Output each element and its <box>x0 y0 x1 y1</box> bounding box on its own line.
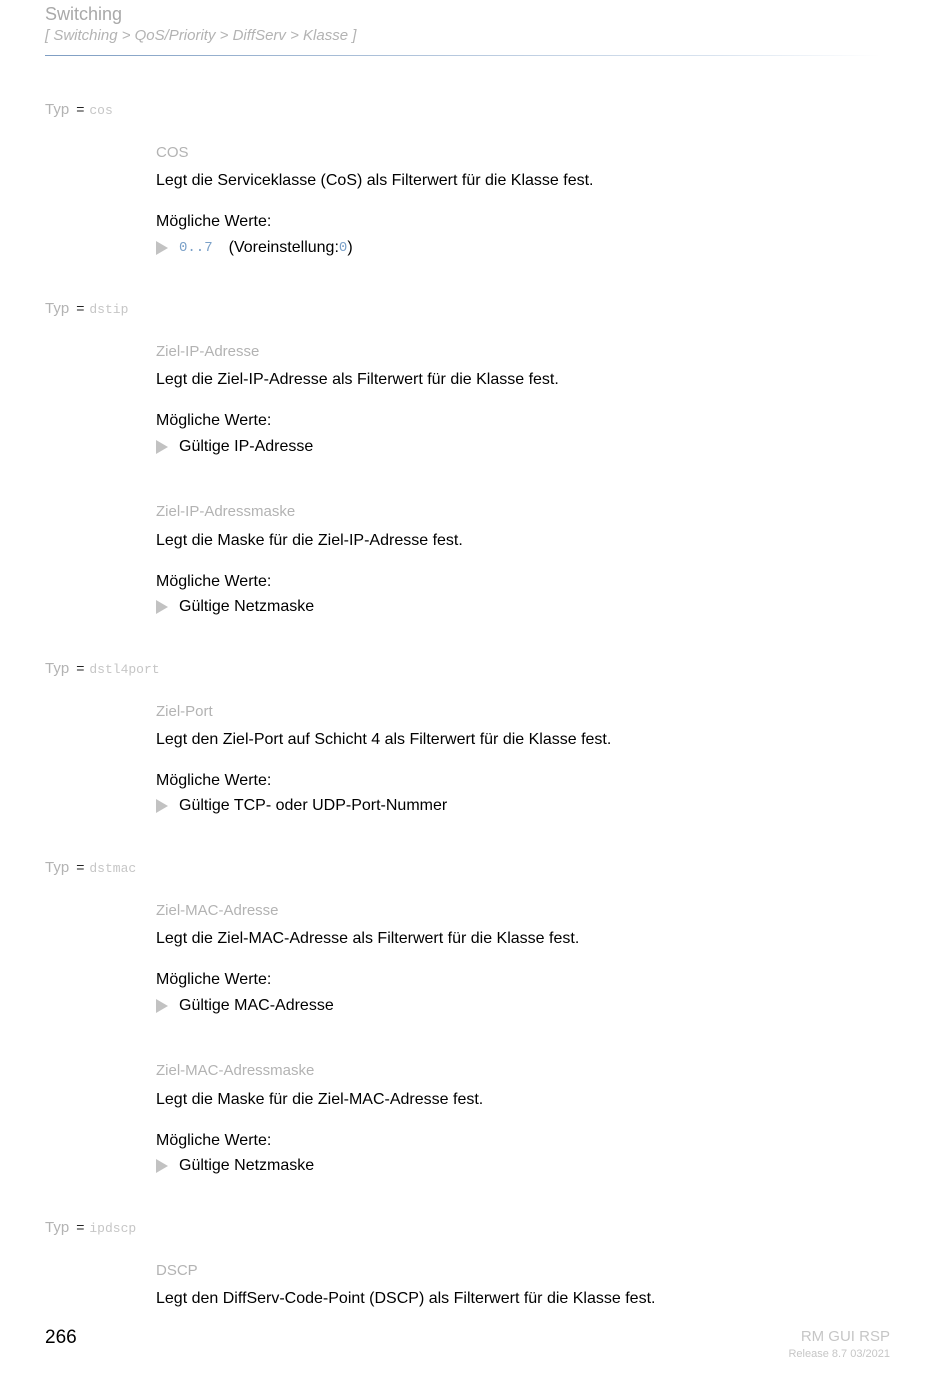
typ-value: dstip <box>89 302 129 317</box>
document-id: RM GUI RSP <box>800 1328 890 1345</box>
possible-values-heading: Mögliche Werte: <box>156 213 272 230</box>
field-label: Ziel-Port <box>156 703 213 720</box>
typ-value: dstmac <box>89 861 137 876</box>
field-description: Legt die Ziel-MAC-Adresse als Filterwert für die Klasse fest. <box>156 930 580 947</box>
bullet-triangle-icon <box>156 440 168 454</box>
typ-value: ipdscp <box>89 1221 137 1236</box>
field-description: Legt die Ziel-IP-Adresse als Filterwert für die Klasse fest. <box>156 371 559 388</box>
bullet-triangle-icon <box>156 600 168 614</box>
typ-value: dstl4port <box>89 662 160 677</box>
typ-label: Typ <box>45 101 70 118</box>
possible-value-text: Gültige TCP- oder UDP-Port-Nummer <box>179 797 448 814</box>
breadcrumb: [ Switching > QoS/Priority > DiffServ > Klasse ] <box>45 27 357 44</box>
possible-value-text: Gültige MAC-Adresse <box>179 997 334 1014</box>
possible-value-text: Gültige IP-Adresse <box>179 438 314 455</box>
equals-sign: = <box>76 1219 85 1235</box>
equals-sign: = <box>76 300 85 316</box>
field-description: Legt den Ziel-Port auf Schicht 4 als Filterwert für die Klasse fest. <box>156 731 612 748</box>
possible-value-item <box>156 997 334 1015</box>
field-label: Ziel-IP-Adressmaske <box>156 503 296 520</box>
page-header <box>45 4 356 44</box>
field-label: DSCP <box>156 1262 198 1279</box>
field-label: Ziel-IP-Adresse <box>156 343 260 360</box>
field-description: Legt die Maske für die Ziel-MAC-Adresse fest. <box>156 1091 484 1108</box>
page-number: 266 <box>45 1327 77 1348</box>
typ-value: cos <box>89 103 113 118</box>
field-description: Legt den DiffServ-Code-Point (DSCP) als Filterwert für die Klasse fest. <box>156 1290 656 1307</box>
field-description: Legt die Maske für die Ziel-IP-Adresse fest. <box>156 532 463 549</box>
typ-heading-cos <box>45 101 113 118</box>
default-prefix: (Voreinstellung: <box>228 239 339 256</box>
field-label: Ziel-MAC-Adressmaske <box>156 1062 315 1079</box>
bullet-triangle-icon <box>156 241 168 255</box>
chapter-title: Switching <box>45 4 123 24</box>
bullet-triangle-icon <box>156 1159 168 1173</box>
possible-values-heading: Mögliche Werte: <box>156 573 272 590</box>
bullet-triangle-icon <box>156 799 168 813</box>
possible-value-text: Gültige Netzmaske <box>179 1157 315 1174</box>
bullet-triangle-icon <box>156 999 168 1013</box>
typ-heading-dstl4port <box>45 660 160 677</box>
possible-value-item <box>156 239 353 257</box>
possible-value-item <box>156 797 447 815</box>
field-label: Ziel-MAC-Adresse <box>156 902 279 919</box>
release-info: Release 8.7 03/2021 <box>788 1348 890 1360</box>
possible-value-text: Gültige Netzmaske <box>179 598 315 615</box>
possible-value-item <box>156 438 313 456</box>
typ-heading-dstmac <box>45 859 136 876</box>
possible-values-heading: Mögliche Werte: <box>156 772 272 789</box>
possible-value-item <box>156 1157 314 1175</box>
default-value: 0 <box>338 240 348 256</box>
field-label: COS <box>156 144 189 161</box>
typ-label: Typ <box>45 1219 70 1236</box>
equals-sign: = <box>76 859 85 875</box>
typ-heading-ipdscp <box>45 1219 136 1236</box>
equals-sign: = <box>76 101 85 117</box>
default-suffix: ) <box>347 239 353 256</box>
possible-values-heading: Mögliche Werte: <box>156 412 272 429</box>
possible-value-item <box>156 598 314 616</box>
possible-values-heading: Mögliche Werte: <box>156 971 272 988</box>
typ-label: Typ <box>45 859 70 876</box>
possible-values-heading: Mögliche Werte: <box>156 1132 272 1149</box>
equals-sign: = <box>76 660 85 676</box>
typ-label: Typ <box>45 300 70 317</box>
typ-label: Typ <box>45 660 70 677</box>
field-description: Legt die Serviceklasse (CoS) als Filterwert für die Klasse fest. <box>156 172 594 189</box>
value-range: 0..7 <box>179 240 213 256</box>
typ-heading-dstip <box>45 300 128 317</box>
header-divider <box>45 55 880 56</box>
